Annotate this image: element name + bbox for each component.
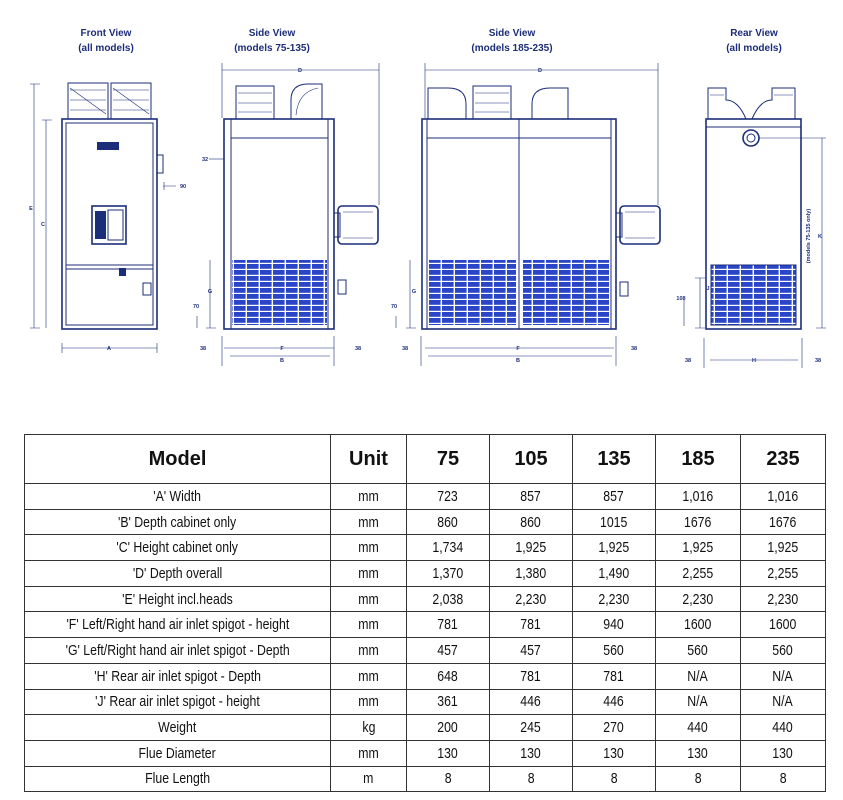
row-label	[25, 612, 331, 638]
cell-text: 2,230	[682, 590, 714, 608]
row-label	[25, 535, 331, 561]
cell-text: 200	[437, 719, 459, 737]
value-cell	[407, 561, 490, 587]
side-view-large-subtitle: (models 185-235)	[471, 43, 553, 54]
cell-text: Flue Diameter	[138, 744, 217, 762]
unit-cell	[331, 715, 407, 741]
dim-70-large: 70	[390, 304, 398, 310]
table-row	[25, 663, 826, 689]
header-unit: Unit	[331, 435, 407, 484]
value-cell	[741, 740, 826, 766]
dim-K-note: (models 75-135 only)	[806, 208, 812, 264]
cell-text: 'J' Rear air inlet spigot - height	[95, 693, 260, 711]
cell-text: 857	[520, 487, 542, 505]
row-label	[25, 689, 331, 715]
cell-text: 457	[437, 641, 459, 659]
cell-text: N/A	[772, 693, 794, 711]
side-view-large	[391, 28, 660, 366]
value-cell	[573, 715, 656, 741]
value-cell	[573, 766, 656, 792]
value-cell	[407, 689, 490, 715]
front-view	[29, 28, 186, 353]
value-cell	[407, 715, 490, 741]
value-cell	[741, 766, 826, 792]
side-large-grille-right	[523, 260, 609, 325]
dim-F-large: F	[516, 346, 520, 352]
cell-text: 'F' Left/Right hand air inlet spigot - height	[66, 616, 289, 634]
unit-cell	[331, 663, 407, 689]
cell-text: 1,016	[682, 487, 714, 505]
cell-text: 440	[687, 719, 709, 737]
value-cell	[407, 484, 490, 510]
rear-view	[676, 28, 826, 368]
value-cell	[573, 535, 656, 561]
cell-text: 130	[772, 744, 794, 762]
value-cell	[573, 638, 656, 664]
value-cell	[741, 612, 826, 638]
cell-text: 560	[687, 641, 709, 659]
unit-cell	[331, 535, 407, 561]
table-row	[25, 561, 826, 587]
value-cell	[407, 612, 490, 638]
table-row	[25, 484, 826, 510]
cell-text: 781	[603, 667, 625, 685]
cell-text: mm	[358, 641, 379, 659]
value-cell	[741, 586, 826, 612]
value-cell	[573, 612, 656, 638]
cell-text: 1,016	[767, 487, 799, 505]
front-badge	[97, 142, 119, 150]
row-label	[25, 509, 331, 535]
cell-text: 'A' Width	[153, 487, 202, 505]
cell-text: 2,230	[598, 590, 630, 608]
cell-text: 'E' Height incl.heads	[122, 590, 233, 608]
cell-text: 940	[603, 616, 625, 634]
cell-text: mm	[358, 590, 379, 608]
table-row	[25, 509, 826, 535]
value-cell	[656, 689, 741, 715]
cell-text: 1,734	[432, 539, 464, 557]
unit-cell	[331, 586, 407, 612]
dim-C: C	[41, 222, 45, 228]
cell-text: mm	[358, 667, 379, 685]
cell-text: 8	[610, 770, 618, 788]
value-cell	[407, 535, 490, 561]
rear-grille	[711, 265, 796, 325]
value-cell	[656, 715, 741, 741]
cell-text: 446	[603, 693, 625, 711]
cell-text: 1676	[684, 513, 712, 531]
cell-text: 781	[520, 616, 542, 634]
header-model-185: 185	[656, 435, 741, 484]
side-large-grille-left	[428, 260, 516, 325]
value-cell	[490, 740, 573, 766]
cell-text: 1,925	[598, 539, 630, 557]
rear-view-title: Rear View	[730, 28, 778, 39]
unit-cell	[331, 484, 407, 510]
cell-text: 1,925	[515, 539, 547, 557]
value-cell	[741, 663, 826, 689]
dim-90: 90	[179, 184, 187, 190]
dim-G-small: G	[207, 289, 213, 295]
value-cell	[656, 612, 741, 638]
dim-32-small: 32	[201, 157, 209, 163]
side-view-small	[193, 28, 379, 366]
cell-text: 457	[520, 641, 542, 659]
cell-text: 860	[437, 513, 459, 531]
cell-text: 'G' Left/Right hand air inlet spigot - Depth	[65, 641, 290, 659]
table-row	[25, 612, 826, 638]
value-cell	[573, 689, 656, 715]
row-label	[25, 766, 331, 792]
value-cell	[407, 509, 490, 535]
dim-B-large: B	[516, 358, 520, 364]
cell-text: 2,255	[767, 564, 799, 582]
cell-text: 2,230	[515, 590, 547, 608]
cell-text: N/A	[687, 693, 709, 711]
front-view-subtitle: (all models)	[78, 43, 134, 54]
cell-text: 8	[444, 770, 452, 788]
cell-text: 130	[437, 744, 459, 762]
table-row	[25, 766, 826, 792]
value-cell	[407, 586, 490, 612]
side-view-small-subtitle: (models 75-135)	[234, 43, 310, 54]
cell-text: m	[363, 770, 374, 788]
cell-text: 245	[520, 719, 542, 737]
table-body	[25, 484, 826, 792]
cell-text: 860	[520, 513, 542, 531]
value-cell	[656, 586, 741, 612]
cell-text: N/A	[772, 667, 794, 685]
cell-text: 130	[687, 744, 709, 762]
cell-text: 1,925	[767, 539, 799, 557]
dim-B-small: B	[280, 358, 284, 364]
value-cell	[490, 612, 573, 638]
dim-G-large: G	[411, 289, 417, 295]
dim-D-small: D	[298, 68, 302, 74]
header-model: Model	[25, 435, 331, 484]
cell-text: mm	[358, 616, 379, 634]
value-cell	[490, 561, 573, 587]
table-row	[25, 535, 826, 561]
cell-text: 1,380	[515, 564, 547, 582]
cell-text: Weight	[158, 719, 197, 737]
row-label	[25, 586, 331, 612]
dim-38-rear-right: 38	[814, 358, 822, 364]
dim-E: E	[29, 206, 33, 212]
cell-text: 2,038	[432, 590, 464, 608]
value-cell	[407, 638, 490, 664]
row-label	[25, 663, 331, 689]
cell-text: Flue Length	[145, 770, 210, 788]
dim-J: J	[706, 286, 710, 292]
value-cell	[407, 740, 490, 766]
cell-text: 'H' Rear air inlet spigot - Depth	[94, 667, 261, 685]
table-row	[25, 715, 826, 741]
dim-70-small: 70	[192, 304, 200, 310]
cell-text: 270	[603, 719, 625, 737]
value-cell	[573, 663, 656, 689]
cell-text: mm	[358, 744, 379, 762]
cell-text: mm	[358, 513, 379, 531]
value-cell	[573, 509, 656, 535]
cell-text: 1,370	[432, 564, 464, 582]
dim-A: A	[107, 346, 111, 352]
value-cell	[490, 715, 573, 741]
value-cell	[407, 663, 490, 689]
rear-flue-outlet	[743, 130, 759, 146]
front-cabinet	[62, 119, 157, 329]
cell-text: 560	[772, 641, 794, 659]
value-cell	[741, 638, 826, 664]
cell-text: 560	[603, 641, 625, 659]
value-cell	[490, 689, 573, 715]
cell-text: 130	[520, 744, 542, 762]
cell-text: 2,230	[767, 590, 799, 608]
value-cell	[490, 535, 573, 561]
cell-text: kg	[362, 719, 375, 737]
cell-text: 'C' Height cabinet only	[116, 539, 239, 557]
cell-text: 361	[437, 693, 459, 711]
cell-text: 1600	[769, 616, 797, 634]
header-model-235: 235	[741, 435, 826, 484]
specification-table	[24, 434, 826, 792]
value-cell	[741, 484, 826, 510]
dim-108: 108	[676, 296, 686, 302]
table-row	[25, 586, 826, 612]
row-label	[25, 484, 331, 510]
side-small-grille	[232, 260, 327, 325]
row-label	[25, 715, 331, 741]
value-cell	[573, 561, 656, 587]
value-cell	[741, 689, 826, 715]
dim-38-small-right: 38	[354, 346, 362, 352]
dim-K: K	[818, 234, 822, 240]
value-cell	[490, 484, 573, 510]
header-model-105: 105	[490, 435, 573, 484]
unit-cell	[331, 766, 407, 792]
value-cell	[656, 766, 741, 792]
row-label	[25, 740, 331, 766]
value-cell	[656, 638, 741, 664]
value-cell	[490, 766, 573, 792]
value-cell	[656, 484, 741, 510]
value-cell	[656, 535, 741, 561]
value-cell	[573, 484, 656, 510]
cell-text: 2,255	[682, 564, 714, 582]
value-cell	[407, 766, 490, 792]
cell-text: 8	[694, 770, 702, 788]
value-cell	[741, 535, 826, 561]
unit-cell	[331, 561, 407, 587]
cell-text: 8	[779, 770, 787, 788]
dim-H: H	[752, 358, 756, 364]
cell-text: 1676	[769, 513, 797, 531]
cell-text: 1015	[600, 513, 628, 531]
rear-view-subtitle: (all models)	[726, 43, 782, 54]
value-cell	[490, 509, 573, 535]
cell-text: mm	[358, 539, 379, 557]
row-label	[25, 638, 331, 664]
cell-text: 1,490	[598, 564, 630, 582]
cell-text: mm	[358, 693, 379, 711]
cell-text: 'B' Depth cabinet only	[118, 513, 237, 531]
table-row	[25, 638, 826, 664]
value-cell	[490, 663, 573, 689]
unit-cell	[331, 612, 407, 638]
table-row	[25, 740, 826, 766]
cell-text: N/A	[687, 667, 709, 685]
dim-38-large-left: 38	[401, 346, 409, 352]
dim-F-small: F	[280, 346, 284, 352]
value-cell	[656, 740, 741, 766]
value-cell	[656, 663, 741, 689]
cell-text: mm	[358, 564, 379, 582]
side-view-small-title: Side View	[248, 28, 296, 39]
value-cell	[741, 561, 826, 587]
value-cell	[573, 740, 656, 766]
cell-text: 723	[437, 487, 459, 505]
header-model-135: 135	[573, 435, 656, 484]
value-cell	[656, 561, 741, 587]
dim-38-large-right: 38	[630, 346, 638, 352]
table-header-row	[25, 435, 826, 484]
cell-text: 130	[603, 744, 625, 762]
unit-cell	[331, 509, 407, 535]
front-view-title: Front View	[80, 28, 132, 39]
cell-text: 1,925	[682, 539, 714, 557]
value-cell	[656, 509, 741, 535]
cell-text: mm	[358, 487, 379, 505]
dim-38-rear-left: 38	[684, 358, 692, 364]
cell-text: 781	[437, 616, 459, 634]
unit-cell	[331, 689, 407, 715]
dim-38-small-left: 38	[199, 346, 207, 352]
unit-cell	[331, 740, 407, 766]
cell-text: 1600	[684, 616, 712, 634]
row-label	[25, 561, 331, 587]
value-cell	[490, 586, 573, 612]
header-model-75: 75	[407, 435, 490, 484]
cell-text: 781	[520, 667, 542, 685]
cell-text: 'D' Depth overall	[132, 564, 223, 582]
cell-text: 8	[527, 770, 535, 788]
value-cell	[741, 509, 826, 535]
dim-D-large: D	[538, 68, 542, 74]
cell-text: 440	[772, 719, 794, 737]
cell-text: 446	[520, 693, 542, 711]
value-cell	[741, 715, 826, 741]
value-cell	[573, 586, 656, 612]
side-view-large-title: Side View	[488, 28, 536, 39]
unit-cell	[331, 638, 407, 664]
table-row	[25, 689, 826, 715]
cell-text: 648	[437, 667, 459, 685]
cell-text: 857	[603, 487, 625, 505]
value-cell	[490, 638, 573, 664]
